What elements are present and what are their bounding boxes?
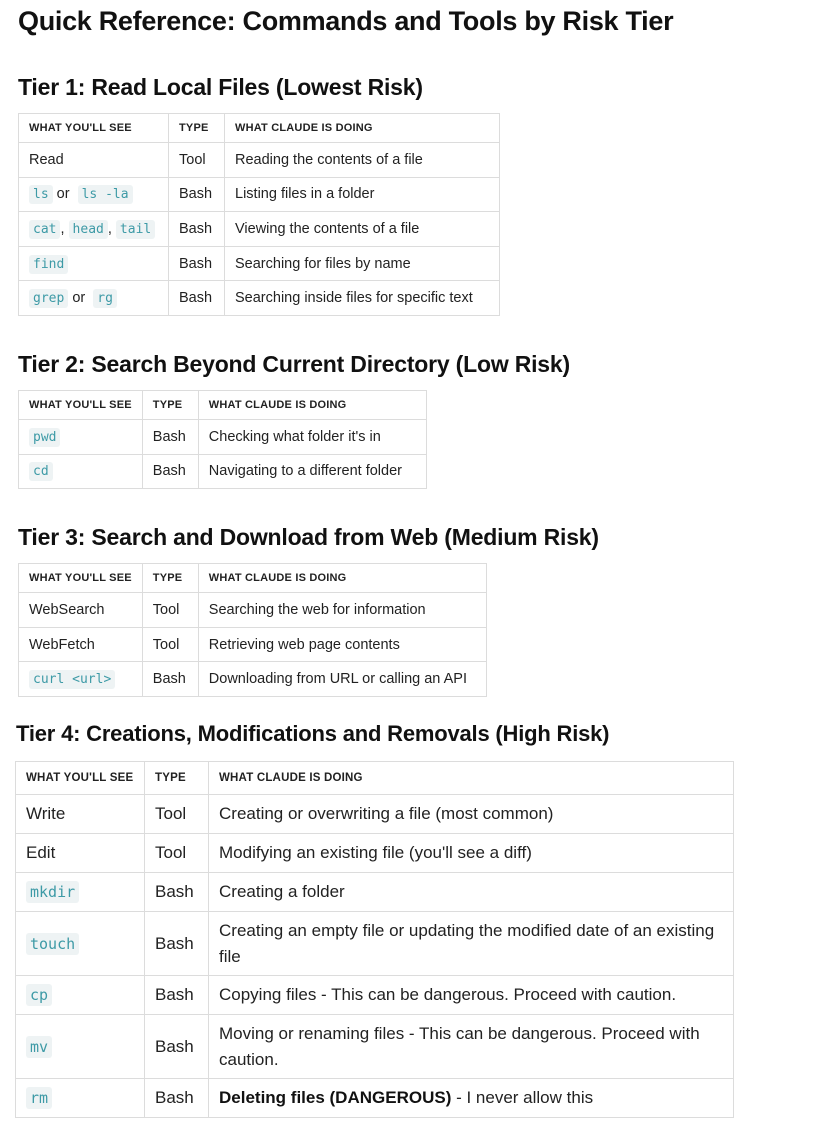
cell-type: Bash xyxy=(142,662,198,697)
table-row xyxy=(19,143,500,178)
cell-what-you-see xyxy=(19,177,169,212)
cell-type: Bash xyxy=(142,454,198,489)
command-code: rm xyxy=(26,1087,52,1109)
cell-type: Bash xyxy=(142,420,198,455)
cell-what-you-see xyxy=(16,834,145,873)
tier-2-table xyxy=(18,390,427,489)
cell-what-you-see xyxy=(16,976,145,1015)
cell-what-claude-is-doing: Moving or renaming files - This can be dangerous. Proceed with caution. xyxy=(209,1015,734,1079)
table-row xyxy=(16,873,734,912)
cell-what-claude-is-doing: Searching inside files for specific text xyxy=(225,281,500,316)
cell-text: or xyxy=(56,186,70,203)
cell-type: Tool xyxy=(142,627,198,662)
command-code: head xyxy=(69,220,108,239)
command-code: curl <url> xyxy=(29,670,115,689)
cell-what-claude-is-doing: Checking what folder it's in xyxy=(198,420,426,455)
header-what-you-see: WHAT YOU'LL SEE xyxy=(19,391,143,420)
cell-what-you-see xyxy=(19,420,143,455)
header-what-you-see: WHAT YOU'LL SEE xyxy=(19,114,169,143)
cell-what-claude-is-doing: Listing files in a folder xyxy=(225,177,500,212)
cell-what-you-see xyxy=(16,795,145,834)
cell-text: Edit xyxy=(26,843,56,862)
cell-what-you-see xyxy=(16,912,145,976)
cell-what-claude-is-doing xyxy=(209,1079,734,1118)
cell-what-claude-is-doing: Reading the contents of a file xyxy=(225,143,500,178)
command-code: mkdir xyxy=(26,881,79,903)
page-title: Quick Reference: Commands and Tools by Risk Tier xyxy=(18,6,674,36)
command-code: cp xyxy=(26,984,52,1006)
cell-what-you-see xyxy=(19,454,143,489)
header-type: TYPE xyxy=(145,762,209,795)
command-code: pwd xyxy=(29,428,60,447)
cell-type: Bash xyxy=(145,1015,209,1079)
cell-text: WebSearch xyxy=(29,601,105,618)
table-row xyxy=(19,420,427,455)
header-what-claude-is-doing: WHAT CLAUDE IS DOING xyxy=(209,762,734,795)
table-row xyxy=(19,593,487,628)
header-what-claude-is-doing: WHAT CLAUDE IS DOING xyxy=(198,564,486,593)
cell-what-you-see xyxy=(19,627,143,662)
cell-type: Bash xyxy=(169,212,225,247)
cell-what-you-see xyxy=(16,1079,145,1118)
table-row xyxy=(19,662,487,697)
command-code: cd xyxy=(29,462,53,481)
table-row xyxy=(19,246,500,281)
command-code: mv xyxy=(26,1036,52,1058)
cell-type: Tool xyxy=(145,795,209,834)
header-what-claude-is-doing: WHAT CLAUDE IS DOING xyxy=(198,391,426,420)
table-row xyxy=(16,834,734,873)
cell-text: , xyxy=(107,220,112,237)
cell-type: Bash xyxy=(169,281,225,316)
header-what-claude-is-doing: WHAT CLAUDE IS DOING xyxy=(225,114,500,143)
command-code: rg xyxy=(93,289,117,308)
table-header-row xyxy=(16,762,734,795)
tier-3-heading: Tier 3: Search and Download from Web (Medium Risk) xyxy=(18,524,599,550)
table-row xyxy=(16,1015,734,1079)
header-what-you-see: WHAT YOU'LL SEE xyxy=(16,762,145,795)
table-header-row xyxy=(19,564,487,593)
table-row xyxy=(19,212,500,247)
cell-what-you-see xyxy=(16,873,145,912)
command-code: tail xyxy=(116,220,155,239)
cell-what-claude-is-doing: Searching the web for information xyxy=(198,593,486,628)
tier-1-heading: Tier 1: Read Local Files (Lowest Risk) xyxy=(18,74,423,100)
cell-what-claude-is-doing: Creating an empty file or updating the modified date of an existing file xyxy=(209,912,734,976)
cell-what-claude-is-doing: Copying files - This can be dangerous. Proceed with caution. xyxy=(209,976,734,1015)
cell-what-you-see xyxy=(19,662,143,697)
header-type: TYPE xyxy=(142,391,198,420)
tier-4-table xyxy=(15,761,734,1118)
cell-what-claude-is-doing: Modifying an existing file (you'll see a diff) xyxy=(209,834,734,873)
command-code: find xyxy=(29,255,68,274)
cell-what-you-see xyxy=(19,593,143,628)
cell-type: Bash xyxy=(145,912,209,976)
danger-label: Deleting files (DANGEROUS) xyxy=(219,1088,452,1107)
cell-type: Bash xyxy=(169,177,225,212)
cell-type: Bash xyxy=(145,1079,209,1118)
table-header-row xyxy=(19,114,500,143)
table-row xyxy=(16,976,734,1015)
cell-type: Bash xyxy=(145,976,209,1015)
table-row xyxy=(19,177,500,212)
command-code: touch xyxy=(26,933,79,955)
cell-what-claude-is-doing: Creating a folder xyxy=(209,873,734,912)
cell-text: - I never allow this xyxy=(456,1088,594,1107)
cell-type: Tool xyxy=(142,593,198,628)
header-what-you-see: WHAT YOU'LL SEE xyxy=(19,564,143,593)
cell-what-you-see xyxy=(19,246,169,281)
cell-what-you-see xyxy=(19,212,169,247)
cell-type: Tool xyxy=(169,143,225,178)
table-header-row xyxy=(19,391,427,420)
cell-text: or xyxy=(72,290,86,307)
cell-what-claude-is-doing: Downloading from URL or calling an API xyxy=(198,662,486,697)
cell-what-claude-is-doing: Viewing the contents of a file xyxy=(225,212,500,247)
cell-what-you-see xyxy=(19,143,169,178)
cell-what-claude-is-doing: Searching for files by name xyxy=(225,246,500,281)
table-row xyxy=(19,281,500,316)
table-row xyxy=(16,1079,734,1118)
tier-3-table xyxy=(18,563,487,697)
table-row xyxy=(16,912,734,976)
command-code: grep xyxy=(29,289,68,308)
table-row xyxy=(19,627,487,662)
header-type: TYPE xyxy=(169,114,225,143)
cell-text: Write xyxy=(26,804,66,823)
command-code: ls -la xyxy=(78,185,133,204)
tier-2-heading: Tier 2: Search Beyond Current Directory (Low Risk) xyxy=(18,351,570,377)
cell-type: Tool xyxy=(145,834,209,873)
cell-what-claude-is-doing: Retrieving web page contents xyxy=(198,627,486,662)
cell-what-you-see xyxy=(16,1015,145,1079)
cell-what-claude-is-doing: Creating or overwriting a file (most common) xyxy=(209,795,734,834)
header-type: TYPE xyxy=(142,564,198,593)
cell-type: Bash xyxy=(169,246,225,281)
cell-text: WebFetch xyxy=(29,636,95,653)
command-code: cat xyxy=(29,220,60,239)
cell-text: , xyxy=(60,220,65,237)
table-row xyxy=(16,795,734,834)
cell-type: Bash xyxy=(145,873,209,912)
tier-1-table xyxy=(18,113,500,316)
tier-4-heading: Tier 4: Creations, Modifications and Removals (High Risk) xyxy=(16,721,610,746)
table-row xyxy=(19,454,427,489)
cell-text: Read xyxy=(29,151,64,168)
command-code: ls xyxy=(29,185,53,204)
cell-what-you-see xyxy=(19,281,169,316)
cell-what-claude-is-doing: Navigating to a different folder xyxy=(198,454,426,489)
